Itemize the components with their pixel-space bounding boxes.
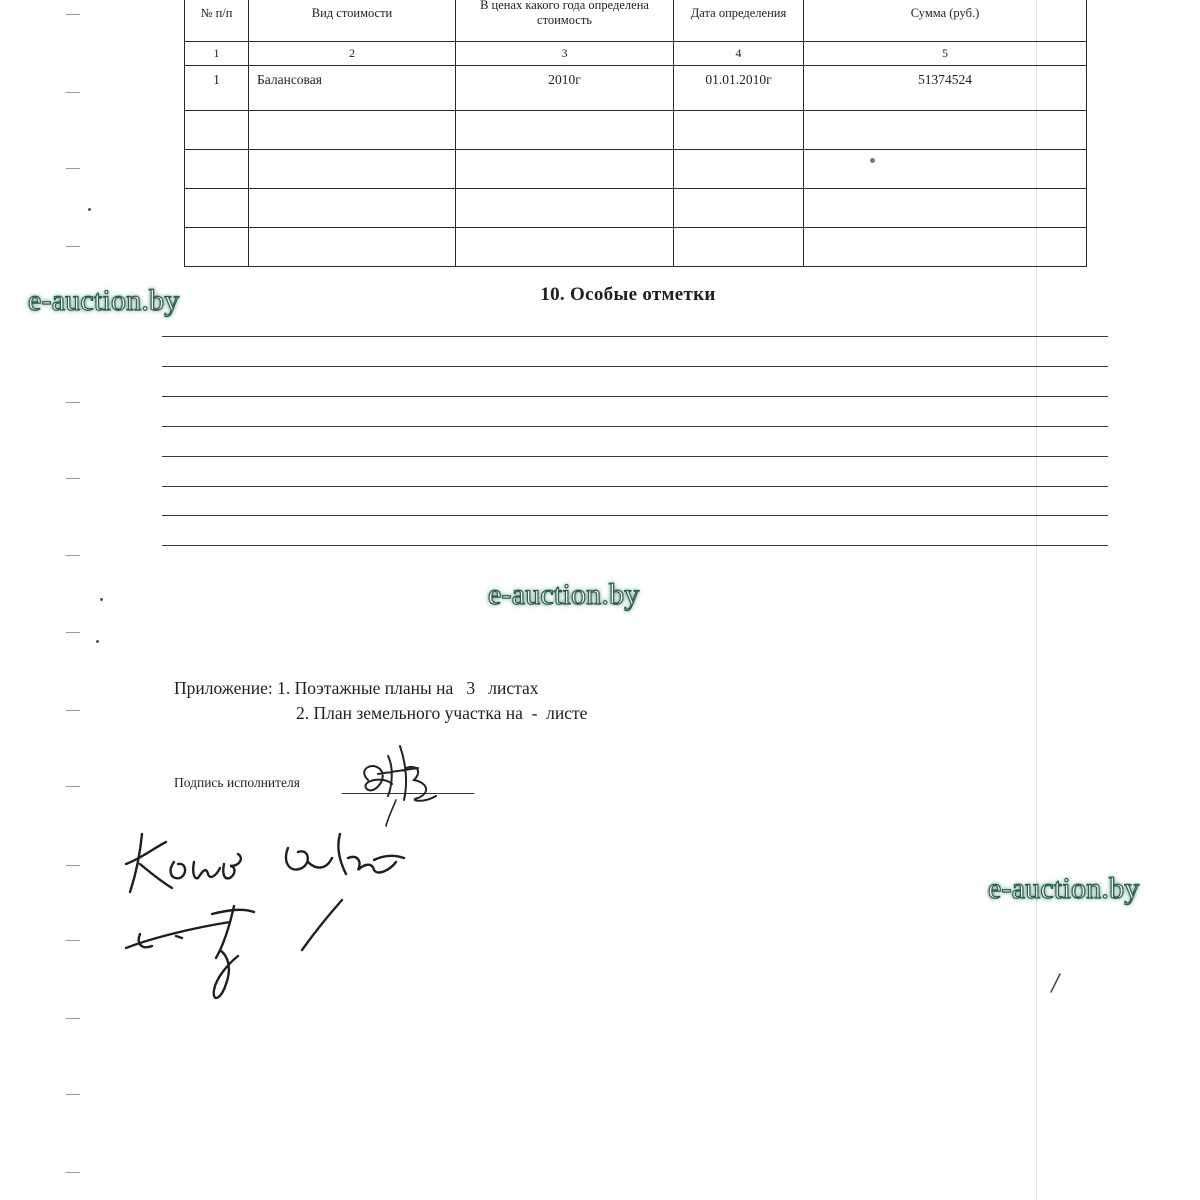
column-number: 5 [804, 42, 1087, 66]
table-cell [249, 228, 456, 267]
scan-edge-mark [66, 555, 80, 556]
table-cell [456, 150, 674, 189]
notes-line [162, 426, 1108, 427]
header-amount: Сумма (руб.) [804, 0, 1087, 42]
notes-line [162, 545, 1108, 546]
cost-type-cell: Балансовая [249, 66, 456, 111]
appendix-line-1: Приложение: 1. Поэтажные планы на 3 листах [174, 678, 539, 698]
scan-speck [88, 208, 91, 211]
pen-stroke-mark [1048, 972, 1062, 994]
column-number: 3 [456, 42, 674, 66]
scan-edge-mark [66, 786, 80, 787]
special-notes-title: 10. Особые отметки [540, 284, 716, 305]
scan-edge-mark [66, 940, 80, 941]
table-cell [456, 111, 674, 150]
table-cell [456, 228, 674, 267]
table-cell [185, 111, 249, 150]
watermark: e-auction.by [28, 284, 180, 317]
table-row [185, 111, 1087, 150]
scan-edge-mark [66, 92, 80, 93]
table-row [185, 150, 1087, 189]
scan-edge-mark [66, 865, 80, 866]
table-header-row [185, 0, 1087, 42]
scan-edge-mark [66, 246, 80, 247]
watermark: e-auction.by [988, 872, 1140, 905]
table-cell [674, 228, 804, 267]
scan-edge-mark [66, 14, 80, 15]
table-cell [674, 189, 804, 228]
watermark: e-auction.by [488, 578, 640, 611]
header-date: Дата определения [674, 0, 804, 42]
appendix-line-2: 2. План земельного участка на - листе [296, 703, 588, 723]
table-cell [249, 111, 456, 150]
table-cell [804, 189, 1087, 228]
table-cell [804, 111, 1087, 150]
table-row [185, 66, 1087, 111]
table-cell [249, 150, 456, 189]
certification-handwriting [112, 818, 432, 1008]
scan-edge-mark [66, 1018, 80, 1019]
scan-speck [96, 640, 99, 643]
scan-speck [100, 598, 103, 601]
executor-signature [348, 738, 448, 830]
price-year-cell: 2010г [456, 66, 674, 111]
notes-line [162, 396, 1108, 397]
header-number: № п/п [185, 0, 249, 42]
table-cell [185, 150, 249, 189]
signature-label: Подпись исполнителя [174, 775, 300, 790]
table-cell [185, 189, 249, 228]
notes-line [162, 486, 1108, 487]
table-cell [674, 111, 804, 150]
scan-edge-mark [66, 168, 80, 169]
table-row [185, 189, 1087, 228]
notes-line [162, 366, 1108, 367]
scan-edge-mark [66, 710, 80, 711]
notes-line [162, 515, 1108, 516]
scan-edge-mark [66, 1172, 80, 1173]
table-cell [674, 150, 804, 189]
notes-line [162, 456, 1108, 457]
table-cell [804, 228, 1087, 267]
table-cell [804, 150, 1087, 189]
table-cell [456, 189, 674, 228]
date-cell: 01.01.2010г [674, 66, 804, 111]
column-number: 1 [185, 42, 249, 66]
table-cell [249, 189, 456, 228]
column-number: 4 [674, 42, 804, 66]
header-price-year: В ценах какого года определена стоимость [456, 0, 674, 42]
scan-edge-mark [66, 478, 80, 479]
cost-table [184, 0, 1087, 267]
row-number: 1 [185, 66, 249, 111]
notes-line [162, 336, 1108, 337]
scan-edge-mark [66, 402, 80, 403]
scan-edge-mark [66, 1094, 80, 1095]
amount-cell: 51374524 [804, 66, 1087, 111]
column-number: 2 [249, 42, 456, 66]
table-row [185, 228, 1087, 267]
column-number-row [185, 42, 1087, 66]
header-cost-type: Вид стоимости [249, 0, 456, 42]
scan-edge-mark [66, 632, 80, 633]
table-cell [185, 228, 249, 267]
